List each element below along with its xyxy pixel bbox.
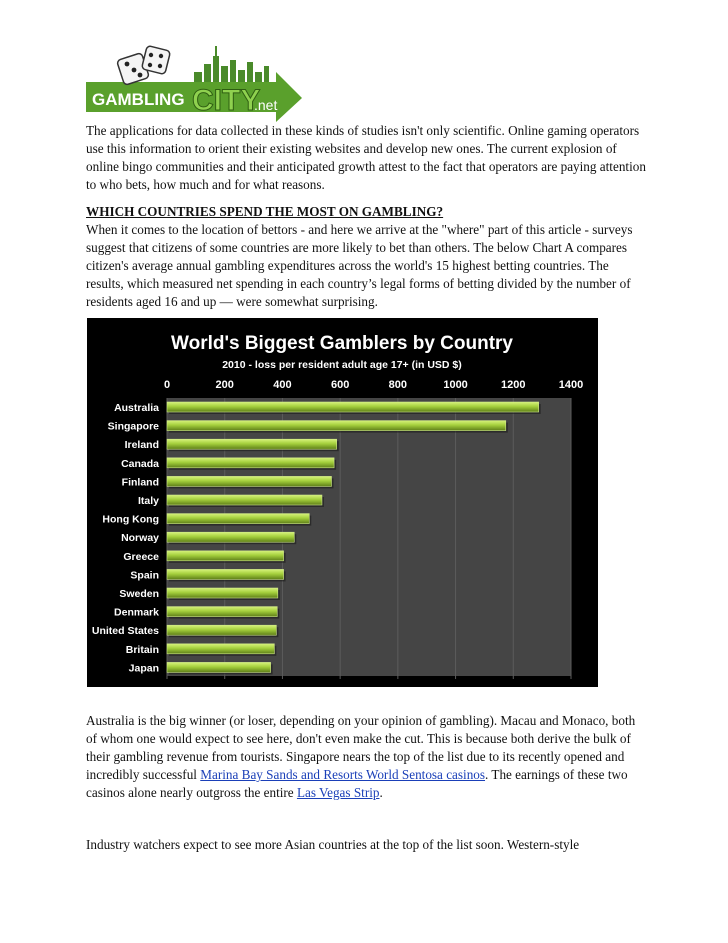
x-tick-label: 1200	[501, 379, 526, 391]
category-label: Spain	[130, 569, 159, 582]
industry-paragraph: Industry watchers expect to see more Asian countries at the top of the list soon. Western-style	[86, 837, 580, 852]
bar	[167, 532, 294, 542]
logo-word-gambling: GAMBLING	[92, 90, 185, 109]
category-label: Ireland	[124, 439, 159, 452]
category-labels	[92, 402, 159, 674]
category-label: Norway	[121, 532, 159, 545]
marina-bay-link[interactable]: Marina Bay Sands and Resorts World Sentosa casinos	[200, 767, 486, 782]
x-tick-label: 400	[273, 379, 292, 391]
analysis-text-c: .	[379, 785, 383, 800]
bar	[167, 439, 337, 449]
bar	[167, 644, 274, 654]
bar	[167, 476, 331, 486]
bar	[167, 588, 278, 598]
category-label: Hong Kong	[102, 513, 159, 526]
x-tick-label: 600	[330, 379, 350, 391]
category-label: Italy	[137, 495, 159, 507]
bar	[167, 625, 276, 635]
category-label: Australia	[114, 402, 159, 414]
chart-title: World's Biggest Gamblers by Country	[171, 333, 513, 354]
bar	[167, 551, 284, 561]
analysis-paragraph	[86, 712, 646, 802]
bar	[167, 458, 334, 468]
bar	[167, 402, 539, 412]
category-label: Greece	[123, 550, 159, 563]
x-tick-label: 1400	[558, 379, 584, 391]
gambling-city-logo[interactable]	[86, 42, 304, 122]
x-tick-label: 800	[388, 379, 408, 391]
bar	[167, 495, 322, 505]
bar	[167, 514, 309, 524]
analysis-text-b: . The earnings of these two casinos alone nearly outgross the entire	[86, 767, 628, 800]
las-vegas-strip-link[interactable]: Las Vegas Strip	[296, 785, 380, 800]
bar	[167, 662, 271, 672]
logo-word-net: .net	[254, 97, 278, 113]
x-tick-label: 200	[215, 379, 234, 391]
category-label: Britain	[125, 643, 159, 656]
category-label: Denmark	[114, 606, 159, 619]
chart-svg	[87, 318, 598, 687]
gamblers-chart	[87, 318, 598, 687]
chart-subtitle: 2010 - loss per resident adult age 17+ (in USD $)	[222, 359, 462, 371]
category-label: Singapore	[107, 420, 159, 433]
x-tick-label: 0	[163, 379, 171, 391]
category-label: Canada	[121, 457, 159, 470]
x-tick-label: 1000	[443, 379, 468, 391]
category-label: Finland	[121, 476, 159, 489]
logo-word-city: CITY	[192, 84, 261, 117]
intro-paragraph: The applications for data collected in these kinds of studies isn't only scientific. Online gaming operators use this information to orient their existing websites and develop new ones. The current explosion of online bingo communities and their anticipated growth attest to the fact that operators are paying attention to who bets, how much and for what reasons.	[86, 123, 646, 192]
countries-section	[86, 203, 646, 311]
bar	[167, 421, 506, 431]
logo-graphic	[86, 42, 304, 122]
section-paragraph: When it comes to the location of bettors - and here we arrive at the "where" part of this article - surveys suggest that citizens of some countries are more likely to bet than others. The below Chart A compares citizen's average annual gambling expenditures across the world's 15 highest betting countries. The results, which measured net spending in each country’s legal forms of betting divided by the number of residents aged 16 and up — were somewhat surprising.	[86, 222, 633, 309]
x-axis-ticks	[164, 379, 583, 391]
category-label: United States	[91, 625, 159, 638]
bar	[167, 607, 277, 617]
category-label: Japan	[128, 662, 159, 675]
bar	[167, 569, 284, 579]
analysis-text-a: Australia is the big winner (or loser, depending on your opinion of gambling). Macau and Monaco, both of whom one would expect to see here, don't even make the cut. This is because both derive the bulk of their gambling revenue from tourists. Singapore nears the top of the list due to its recently opened and incredibly successful	[86, 713, 636, 782]
dice-icon	[117, 45, 171, 85]
category-label: Sweden	[119, 588, 159, 600]
section-heading: WHICH COUNTRIES SPEND THE MOST ON GAMBLING?	[86, 204, 444, 219]
